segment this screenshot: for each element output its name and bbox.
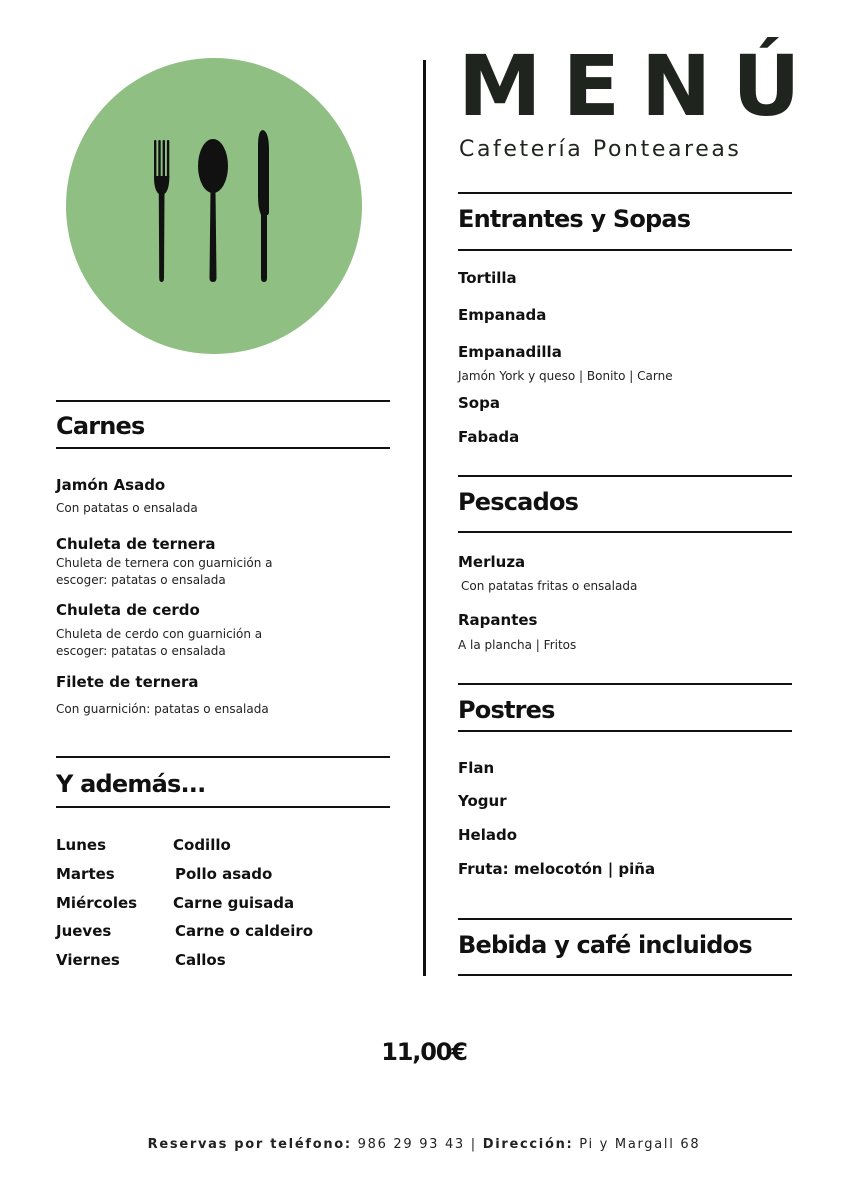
divider xyxy=(56,400,390,402)
menu-item-desc: Chuleta de cerdo con guarnición a xyxy=(56,627,263,641)
weekday-dish: Carne guisada xyxy=(173,894,295,912)
menu-item-name: Merluza xyxy=(458,553,526,571)
menu-item-name: Jamón Asado xyxy=(56,476,166,494)
section-title-postres: Postres xyxy=(458,696,555,724)
weekday-dish: Pollo asado xyxy=(175,865,273,883)
menu-item-name: Rapantes xyxy=(458,611,538,629)
divider xyxy=(56,756,390,758)
fork-spoon-knife-icon xyxy=(66,58,362,354)
divider xyxy=(56,806,390,808)
menu-item-desc: Con guarnición: patatas o ensalada xyxy=(56,702,269,716)
menu-item-name: Chuleta de cerdo xyxy=(56,601,200,619)
divider xyxy=(458,974,792,976)
weekday-label: Miércoles xyxy=(56,894,138,912)
divider xyxy=(458,192,792,194)
weekday-dish: Codillo xyxy=(173,836,231,854)
menu-item-name: Tortilla xyxy=(458,269,517,287)
divider xyxy=(458,475,792,477)
menu-item-name: Sopa xyxy=(458,394,500,412)
divider xyxy=(56,447,390,449)
menu-item-name: Fruta: melocotón | piña xyxy=(458,860,656,878)
phone-number: 986 29 93 43 xyxy=(357,1137,465,1152)
plate-circle xyxy=(66,58,362,354)
address: Pi y Margall 68 xyxy=(579,1137,701,1152)
weekday-label: Martes xyxy=(56,865,115,883)
section-title-carnes: Carnes xyxy=(56,412,145,440)
weekday-label: Lunes xyxy=(56,836,107,854)
menu-item-desc: Jamón York y queso | Bonito | Carne xyxy=(458,369,673,383)
menu-item-desc: escoger: patatas o ensalada xyxy=(56,644,226,658)
menu-item-desc: escoger: patatas o ensalada xyxy=(56,573,226,587)
menu-item-name: Chuleta de ternera xyxy=(56,535,216,553)
weekday-label: Jueves xyxy=(56,922,112,940)
menu-item-name: Empanada xyxy=(458,306,547,324)
section-title-bebida: Bebida y café incluidos xyxy=(458,931,752,959)
menu-item-name: Yogur xyxy=(458,792,507,810)
menu-item-name: Filete de ternera xyxy=(56,673,199,691)
menu-item-name: Empanadilla xyxy=(458,343,562,361)
menu-subtitle: Cafetería Ponteareas xyxy=(459,137,742,162)
divider xyxy=(458,918,792,920)
reservas-label: Reservas por teléfono: xyxy=(147,1137,352,1152)
menu-price: 11,00€ xyxy=(381,1038,467,1066)
weekday-label: Viernes xyxy=(56,951,120,969)
menu-item-desc: Con patatas fritas o ensalada xyxy=(461,579,638,593)
menu-item-name: Fabada xyxy=(458,428,520,446)
menu-item-desc: Chuleta de ternera con guarnición a xyxy=(56,556,273,570)
weekday-dish: Callos xyxy=(175,951,226,969)
divider xyxy=(458,683,792,685)
direccion-label: Dirección: xyxy=(482,1137,574,1152)
footer-contact xyxy=(0,1137,848,1152)
menu-item-name: Helado xyxy=(458,826,518,844)
menu-title: MENÚ xyxy=(458,37,822,135)
weekday-dish: Carne o caldeiro xyxy=(175,922,314,940)
section-title-ademas: Y además... xyxy=(56,770,206,798)
footer-separator: | xyxy=(470,1137,477,1152)
vertical-divider xyxy=(423,60,426,976)
menu-item-desc: A la plancha | Fritos xyxy=(458,638,577,652)
menu-item-desc: Con patatas o ensalada xyxy=(56,501,198,515)
divider xyxy=(458,249,792,251)
section-title-entrantes: Entrantes y Sopas xyxy=(458,205,691,233)
divider xyxy=(458,730,792,732)
menu-item-name: Flan xyxy=(458,759,495,777)
section-title-pescados: Pescados xyxy=(458,488,579,516)
divider xyxy=(458,531,792,533)
